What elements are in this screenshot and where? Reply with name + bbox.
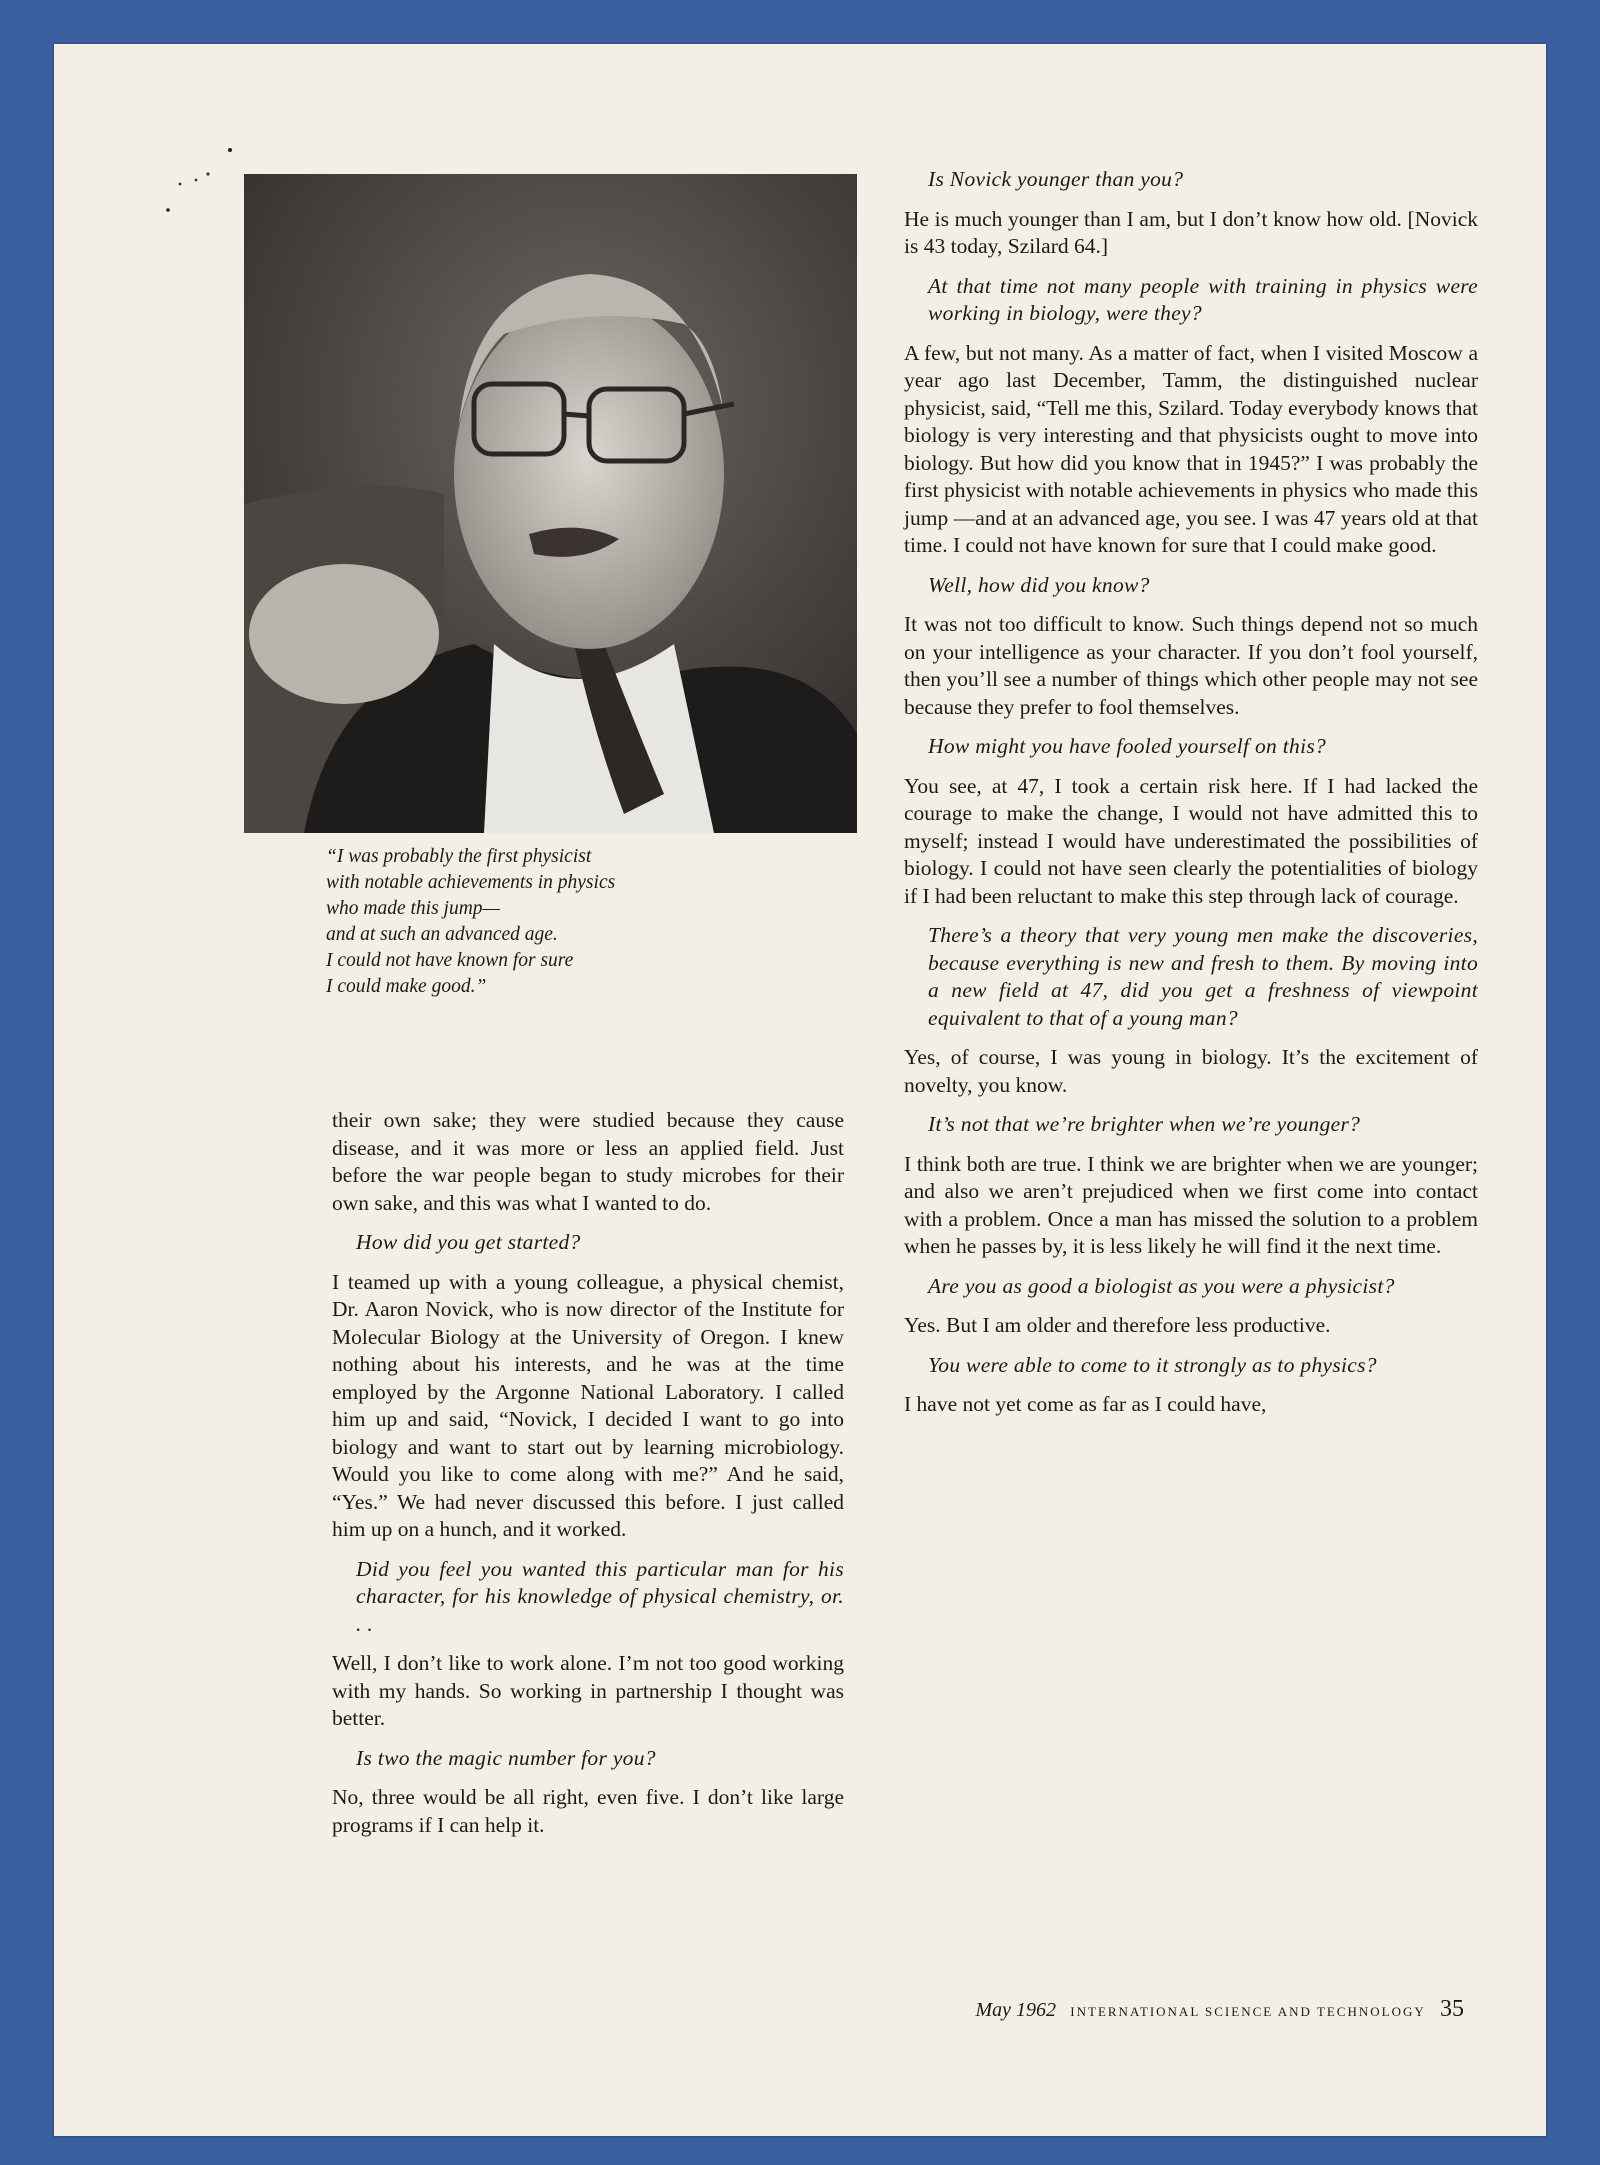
right-text-column (904, 166, 1478, 1431)
caption-line: with notable achievements in physics (326, 872, 616, 893)
left-text-column (332, 1107, 844, 1851)
answer-paragraph: No, three would be all right, even five. I don’t like large programs if I can help it. (332, 1785, 844, 1837)
answer-paragraph: He is much younger than I am, but I don’t know how old. [Novick is 43 today, Szilard 64.] (904, 206, 1478, 258)
paper-specks (138, 144, 248, 224)
caption-line: who made this jump— (326, 898, 500, 919)
question-paragraph: Are you as good a biologist as you were a physicist? (928, 1273, 1395, 1298)
question-paragraph: You were able to come to it strongly as to physics? (928, 1352, 1377, 1377)
caption-line: I could make good.” (326, 976, 487, 997)
caption-line: and at such an advanced age. (326, 924, 558, 945)
photo-caption (326, 844, 786, 1000)
question-paragraph: How did you get started? (356, 1230, 581, 1254)
answer-paragraph: their own sake; they were studied because they cause disease, and it was more or less an applied field. Just before the war people began to study microbes for their own sake, and this was what I wanted to do. (332, 1108, 844, 1215)
question-paragraph: At that time not many people with training in physics were working in biology, were they? (928, 273, 1478, 325)
question-paragraph: Is Novick younger than you? (928, 167, 1184, 191)
portrait-photo (244, 174, 857, 833)
question-paragraph: Is two the magic number for you? (356, 1745, 656, 1770)
question-paragraph: How might you have fooled yourself on this? (928, 734, 1327, 758)
answer-paragraph: I teamed up with a young colleague, a physical chemist, Dr. Aaron Novick, who is now director of the Institute for Molecular Biology at the University of Oregon. I knew nothing about his interests, and he was at the time employed by the Argonne National Laboratory. I called him up and said, “Novick, I decided I want to go into biology and want to start out by learning microbiology. Would you like to come along with me?” And he said, “Yes.” We had never discussed this before. I just called him up on a hunch, and it worked. (332, 1269, 844, 1541)
question-paragraph: It’s not that we’re brighter when we’re younger? (928, 1112, 1361, 1136)
answer-paragraph: Yes, of course, I was young in biology. It’s the excitement of novelty, you know. (904, 1045, 1478, 1097)
magazine-page (54, 44, 1546, 2136)
answer-paragraph: A few, but not many. As a matter of fact, when I visited Moscow a year ago last December, Tamm, the distinguished nuclear physicist, said, “Tell me this, Szilard. Today everybody knows that biology is very interesting and that physicists ought to move into biology. But how did you know that in 1945?” I was probably the first physicist with notable achievements in physics who made this jump —and at an advanced age, you see. I was 47 years old at that time. I could not have known for sure that I could make good. (904, 340, 1479, 557)
question-paragraph: Did you feel you wanted this particular man for his character, for his knowledge of physical chemistry, or. . . (356, 1556, 844, 1636)
page-number: 35 (1440, 1996, 1464, 2022)
caption-line: “I was probably the first physicist (326, 846, 592, 867)
issue-date: May 1962 (975, 1999, 1057, 2021)
answer-paragraph: It was not too difficult to know. Such things depend not so much on your intelligence as your character. If you don’t fool yourself, then you’ll see a number of things which other people may not see because they prefer to fool themselves. (904, 612, 1478, 719)
answer-paragraph: Well, I don’t like to work alone. I’m not too good working with my hands. So working in partnership I thought was better. (332, 1651, 844, 1730)
answer-paragraph: I have not yet come as far as I could have, (904, 1392, 1267, 1416)
answer-paragraph: Yes. But I am older and therefore less productive. (904, 1313, 1331, 1337)
magazine-title: INTERNATIONAL SCIENCE AND TECHNOLOGY (1070, 2004, 1426, 2019)
answer-paragraph: You see, at 47, I took a certain risk here. If I had lacked the courage to make the change, I would not have admitted this to myself; instead I would have underestimated the possibilities of biology. I could not have seen clearly the potentialities of biology if I had been reluctant to make this step through lack of courage. (904, 773, 1478, 908)
answer-paragraph: I think both are true. I think we are brighter when we are younger; and also we aren’t prejudiced when we first come into contact with a problem. Once a man has missed the solution to a problem when he passes by, it is less likely he will find it the next time. (904, 1151, 1478, 1258)
caption-line: I could not have known for sure (326, 950, 574, 971)
question-paragraph: There’s a theory that very young men make the discoveries, because everything is new and fresh to them. By moving into a new field at 47, did you get a freshness of viewpoint equivalent to that of a young man? (928, 923, 1478, 1030)
page-footer (874, 1996, 1464, 2023)
question-paragraph: Well, how did you know? (928, 572, 1150, 597)
